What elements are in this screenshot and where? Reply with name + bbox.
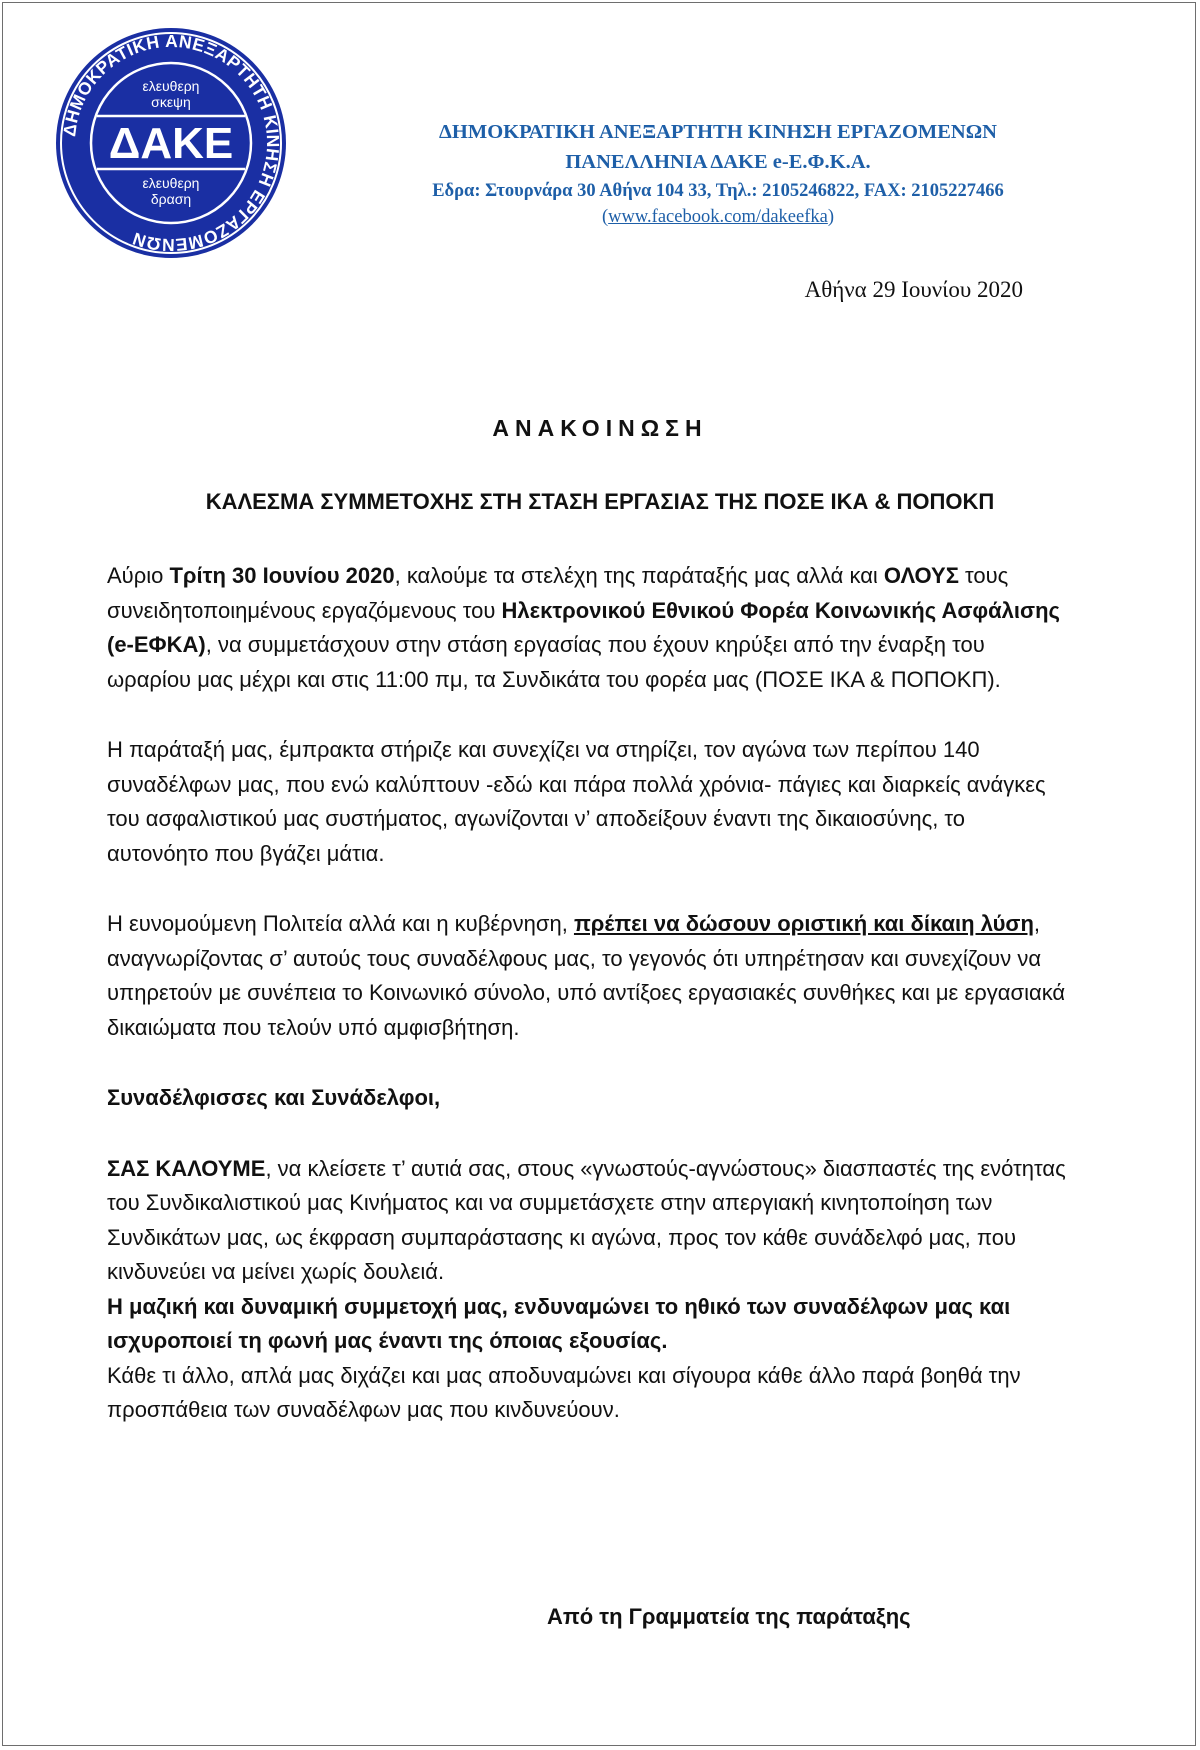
document-date: Αθήνα 29 Ιουνίου 2020 xyxy=(804,277,1023,302)
seal-center-text: ΔΑΚΕ xyxy=(108,119,234,168)
dake-seal-logo xyxy=(53,25,289,261)
paragraph-6: Η μαζική και δυναμική συμμετοχή μας, ενδυναμώνει το ηθικό των συναδέλφων μας και ισχυροποιεί τη φωνή μας έναντι της όποιας εξουσίας. xyxy=(107,1293,1011,1353)
org-sub: ΠΑΝΕΛΛΗΝΙΑ ΔΑΚΕ e-Ε.Φ.Κ.Α. xyxy=(565,151,871,173)
org-name: ΔΗΜΟΚΡΑΤΙΚΗ ΑΝΕΞΑΡΤΗΤΗ ΚΙΝΗΣΗ ΕΡΓΑΖΟΜΕΝΩΝ xyxy=(439,121,997,143)
paragraph-3: Η ευνομούμενη Πολιτεία αλλά και η κυβέρνηση, πρέπει να δώσουν οριστική και δίκαιη λύση, αναγνωρίζοντας σ’ αυτούς τους συναδέλφους μας, το γεγονός ότι υπηρέτησαν και συνεχίζουν να υπηρετούν με συνέπεια το Κοινωνικό σύνολο, υπό αντίξοες εργασιακές συνθήκες και με εργασιακά δικαιώματα που τελούν υπό αμφισβήτηση. xyxy=(107,911,1066,1040)
facebook-link[interactable]: www.facebook.com/dakeefka xyxy=(608,207,828,227)
seal-bottom-text-1: ελευθερη xyxy=(142,175,200,191)
salutation: Συναδέλφισσες και Συνάδελφοι, xyxy=(107,1085,441,1110)
document-subtitle: ΚΑΛΕΣΜΑ ΣΥΜΜΕΤΟΧΗΣ ΣΤΗ ΣΤΑΣΗ ΕΡΓΑΣΙΑΣ ΤΗΣ ΠΟΣΕ ΙΚΑ & ΠΟΠΟΚΠ xyxy=(205,489,995,514)
letterhead xyxy=(333,117,1103,229)
document-page xyxy=(2,2,1196,1746)
paragraph-7: Κάθε τι άλλο, απλά μας διχάζει και μας αποδυναμώνει και σίγουρα κάθε άλλο παρά βοηθά την προσπάθεια των συναδέλφων μας που κινδυνεύουν. xyxy=(107,1362,1021,1422)
document-body xyxy=(107,559,1067,1428)
seal-bottom-text-2: δραση xyxy=(150,191,192,207)
seal-ring-text: ΔΗΜΟΚΡΑΤΙΚΗ ΑΝΕΞΑΡΤΗΤΗ ΚΙΝΗΣΗ ΕΡΓΑΖΟΜΕΝΩΝ xyxy=(59,30,284,256)
org-web: (www.facebook.com/dakeefka) xyxy=(601,207,834,227)
document-title: ΑΝΑΚΟΙΝΩΣΗ xyxy=(492,415,708,441)
org-address: Εδρα: Στουρνάρα 30 Αθήνα 104 33, Τηλ.: 2105246822, FAX: 2105227466 xyxy=(432,181,1004,201)
seal-top-text-2: σκεψη xyxy=(151,94,191,110)
signoff: Από τη Γραμματεία της παράταξης xyxy=(547,1604,911,1629)
paragraph-2: Η παράταξή μας, έμπρακτα στήριζε και συνεχίζει να στηρίζει, τον αγώνα των περίπου 140 συναδέλφων μας, που ενώ καλύπτουν -εδώ και πάρα πολλά χρόνια- πάγιες και διαρκείς ανάγκες του ασφαλιστικού μας συστήματος, αγωνίζονται ν’ αποδείξουν έναντι της δικαιοσύνης, το αυτονόητο που βγάζει μάτια. xyxy=(107,737,1046,866)
seal-top-text-1: ελευθερη xyxy=(142,78,200,94)
paragraph-1: Αύριο Τρίτη 30 Ιουνίου 2020, καλούμε τα στελέχη της παράταξής μας αλλά και ΟΛΟΥΣ τους συνειδητοποιημένους εργαζόμενους του Ηλεκτρονικού Εθνικού Φορέα Κοινωνικής Ασφάλισης (e-ΕΦΚΑ), να συμμετάσχουν στην στάση εργασίας που έχουν κηρύξει από την έναρξη του ωραρίου μας μέχρι και στις 11:00 πμ, τα Συνδικάτα του φορέα μας (ΠΟΣΕ ΙΚΑ & ΠΟΠΟΚΠ). xyxy=(107,563,1060,692)
paragraph-5: ΣΑΣ ΚΑΛΟΥΜΕ, να κλείσετε τ’ αυτιά σας, στους «γνωστούς-αγνώστους» διασπαστές της ενότητας του Συνδικαλιστικού μας Κινήματος και να συμμετάσχετε στην απεργιακή κινητοποίηση των Συνδικάτων μας, ως έκφραση συμπαράστασης κι αγώνα, προς τον κάθε συνάδελφό μας, που κινδυνεύει να μείνει χωρίς δουλειά. xyxy=(107,1155,1066,1284)
